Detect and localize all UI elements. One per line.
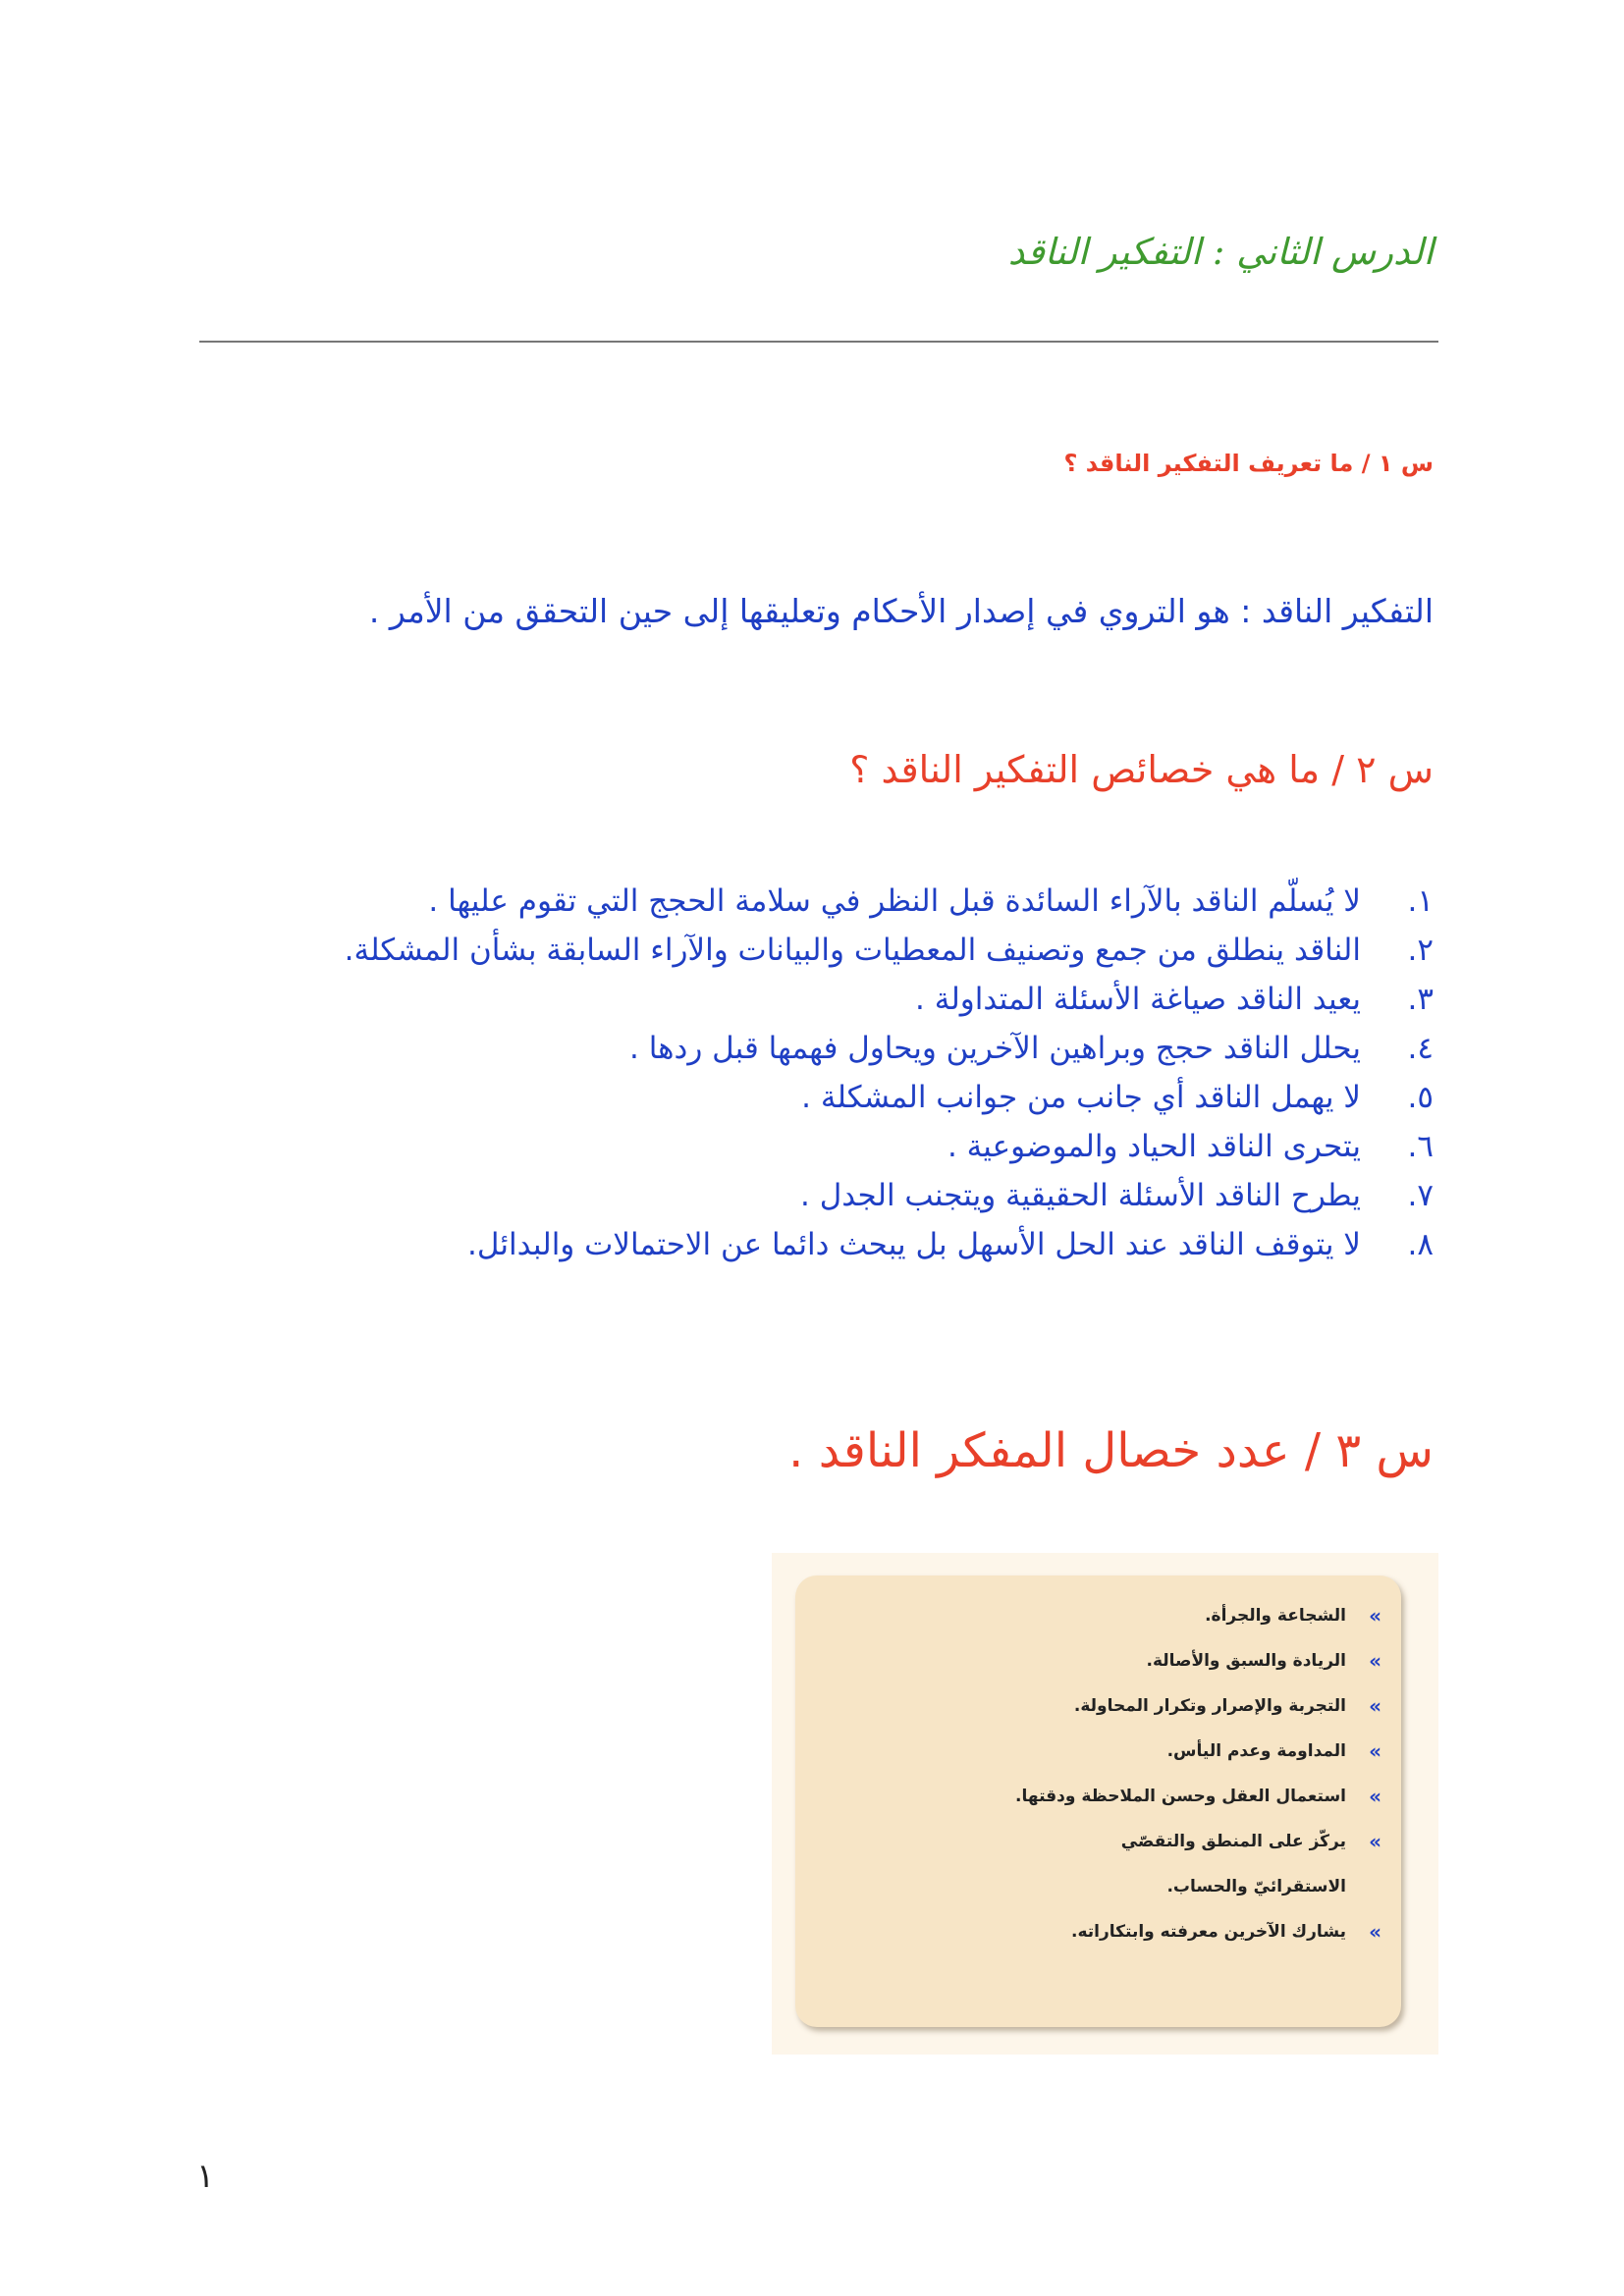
trait-text: الشجاعة والجرأة. xyxy=(1205,1606,1346,1626)
item-number: ٥. xyxy=(1407,1080,1434,1115)
question-1: س ١ / ما تعريف التفكير الناقد ؟ xyxy=(1063,450,1434,477)
trait-text: المداومة وعدم اليأس. xyxy=(1166,1741,1346,1761)
item-number: ٣. xyxy=(1407,982,1434,1017)
trait-text: يركّز على المنطق والتقصّي الاستقرائيّ والحساب. xyxy=(1120,1832,1346,1896)
title-divider xyxy=(199,341,1438,343)
list-item xyxy=(157,1220,1434,1269)
trait-item xyxy=(822,1729,1381,1774)
bullet-icon: » xyxy=(1369,1739,1381,1763)
trait-item xyxy=(822,1593,1381,1638)
answer-1: التفكير الناقد : هو التروي في إصدار الأحكام وتعليقها إلى حين التحقق من الأمر . xyxy=(368,592,1434,630)
trait-item xyxy=(822,1819,1381,1909)
lesson-title: الدرس الثاني : التفكير الناقد xyxy=(1007,231,1434,273)
item-number: ٢. xyxy=(1407,933,1434,968)
list-item xyxy=(157,877,1434,926)
item-number: ٧. xyxy=(1407,1178,1434,1213)
list-item xyxy=(157,926,1434,975)
list-item xyxy=(157,1073,1434,1122)
trait-text: الريادة والسبق والأصالة. xyxy=(1146,1651,1346,1671)
item-text: يتحرى الناقد الحياد والموضوعية . xyxy=(947,1129,1361,1164)
item-number: ٦. xyxy=(1407,1129,1434,1164)
traits-box xyxy=(772,1553,1438,2055)
trait-text: التجربة والإصرار وتكرار المحاولة. xyxy=(1073,1696,1346,1716)
item-text: الناقد ينطلق من جمع وتصنيف المعطيات والبيانات والآراء السابقة بشأن المشكلة. xyxy=(344,933,1361,968)
list-item xyxy=(157,1024,1434,1073)
list-item xyxy=(157,1171,1434,1220)
traits-list xyxy=(822,1593,1381,1954)
characteristics-list xyxy=(157,877,1434,1269)
item-text: يطرح الناقد الأسئلة الحقيقية ويتجنب الجدل . xyxy=(800,1178,1361,1213)
item-number: ١. xyxy=(1407,883,1434,919)
trait-text: استعمال العقل وحسن الملاحظة ودقتها. xyxy=(1015,1787,1346,1806)
item-text: لا يتوقف الناقد عند الحل الأسهل بل يبحث دائما عن الاحتمالات والبدائل. xyxy=(467,1227,1361,1262)
list-item xyxy=(157,1122,1434,1171)
trait-item xyxy=(822,1909,1381,1954)
item-text: يعيد الناقد صياغة الأسئلة المتداولة . xyxy=(915,982,1361,1017)
trait-item xyxy=(822,1683,1381,1729)
bullet-icon: » xyxy=(1369,1694,1381,1718)
trait-item xyxy=(822,1774,1381,1819)
bullet-icon: » xyxy=(1369,1830,1381,1853)
trait-item xyxy=(822,1638,1381,1683)
item-text: يحلل الناقد حجج وبراهين الآخرين ويحاول فهمها قبل ردها . xyxy=(629,1031,1361,1066)
item-text: لا يُسلّم الناقد بالآراء السائدة قبل النظر في سلامة الحجج التي تقوم عليها . xyxy=(428,883,1361,919)
bullet-icon: » xyxy=(1369,1649,1381,1673)
page-number: ١ xyxy=(196,2157,215,2196)
item-number: ٤. xyxy=(1407,1031,1434,1066)
bullet-icon: » xyxy=(1369,1785,1381,1808)
bullet-icon: » xyxy=(1369,1920,1381,1944)
trait-text: يشارك الآخرين معرفته وابتكاراته. xyxy=(1070,1922,1346,1942)
question-3: س ٣ / عدد خصال المفكر الناقد . xyxy=(788,1423,1434,1478)
bullet-icon: » xyxy=(1369,1604,1381,1628)
item-text: لا يهمل الناقد أي جانب من جوانب المشكلة . xyxy=(801,1080,1361,1115)
list-item xyxy=(157,975,1434,1024)
item-number: ٨. xyxy=(1407,1227,1434,1262)
question-2: س ٢ / ما هي خصائص التفكير الناقد ؟ xyxy=(849,748,1434,791)
traits-card xyxy=(795,1575,1401,2027)
